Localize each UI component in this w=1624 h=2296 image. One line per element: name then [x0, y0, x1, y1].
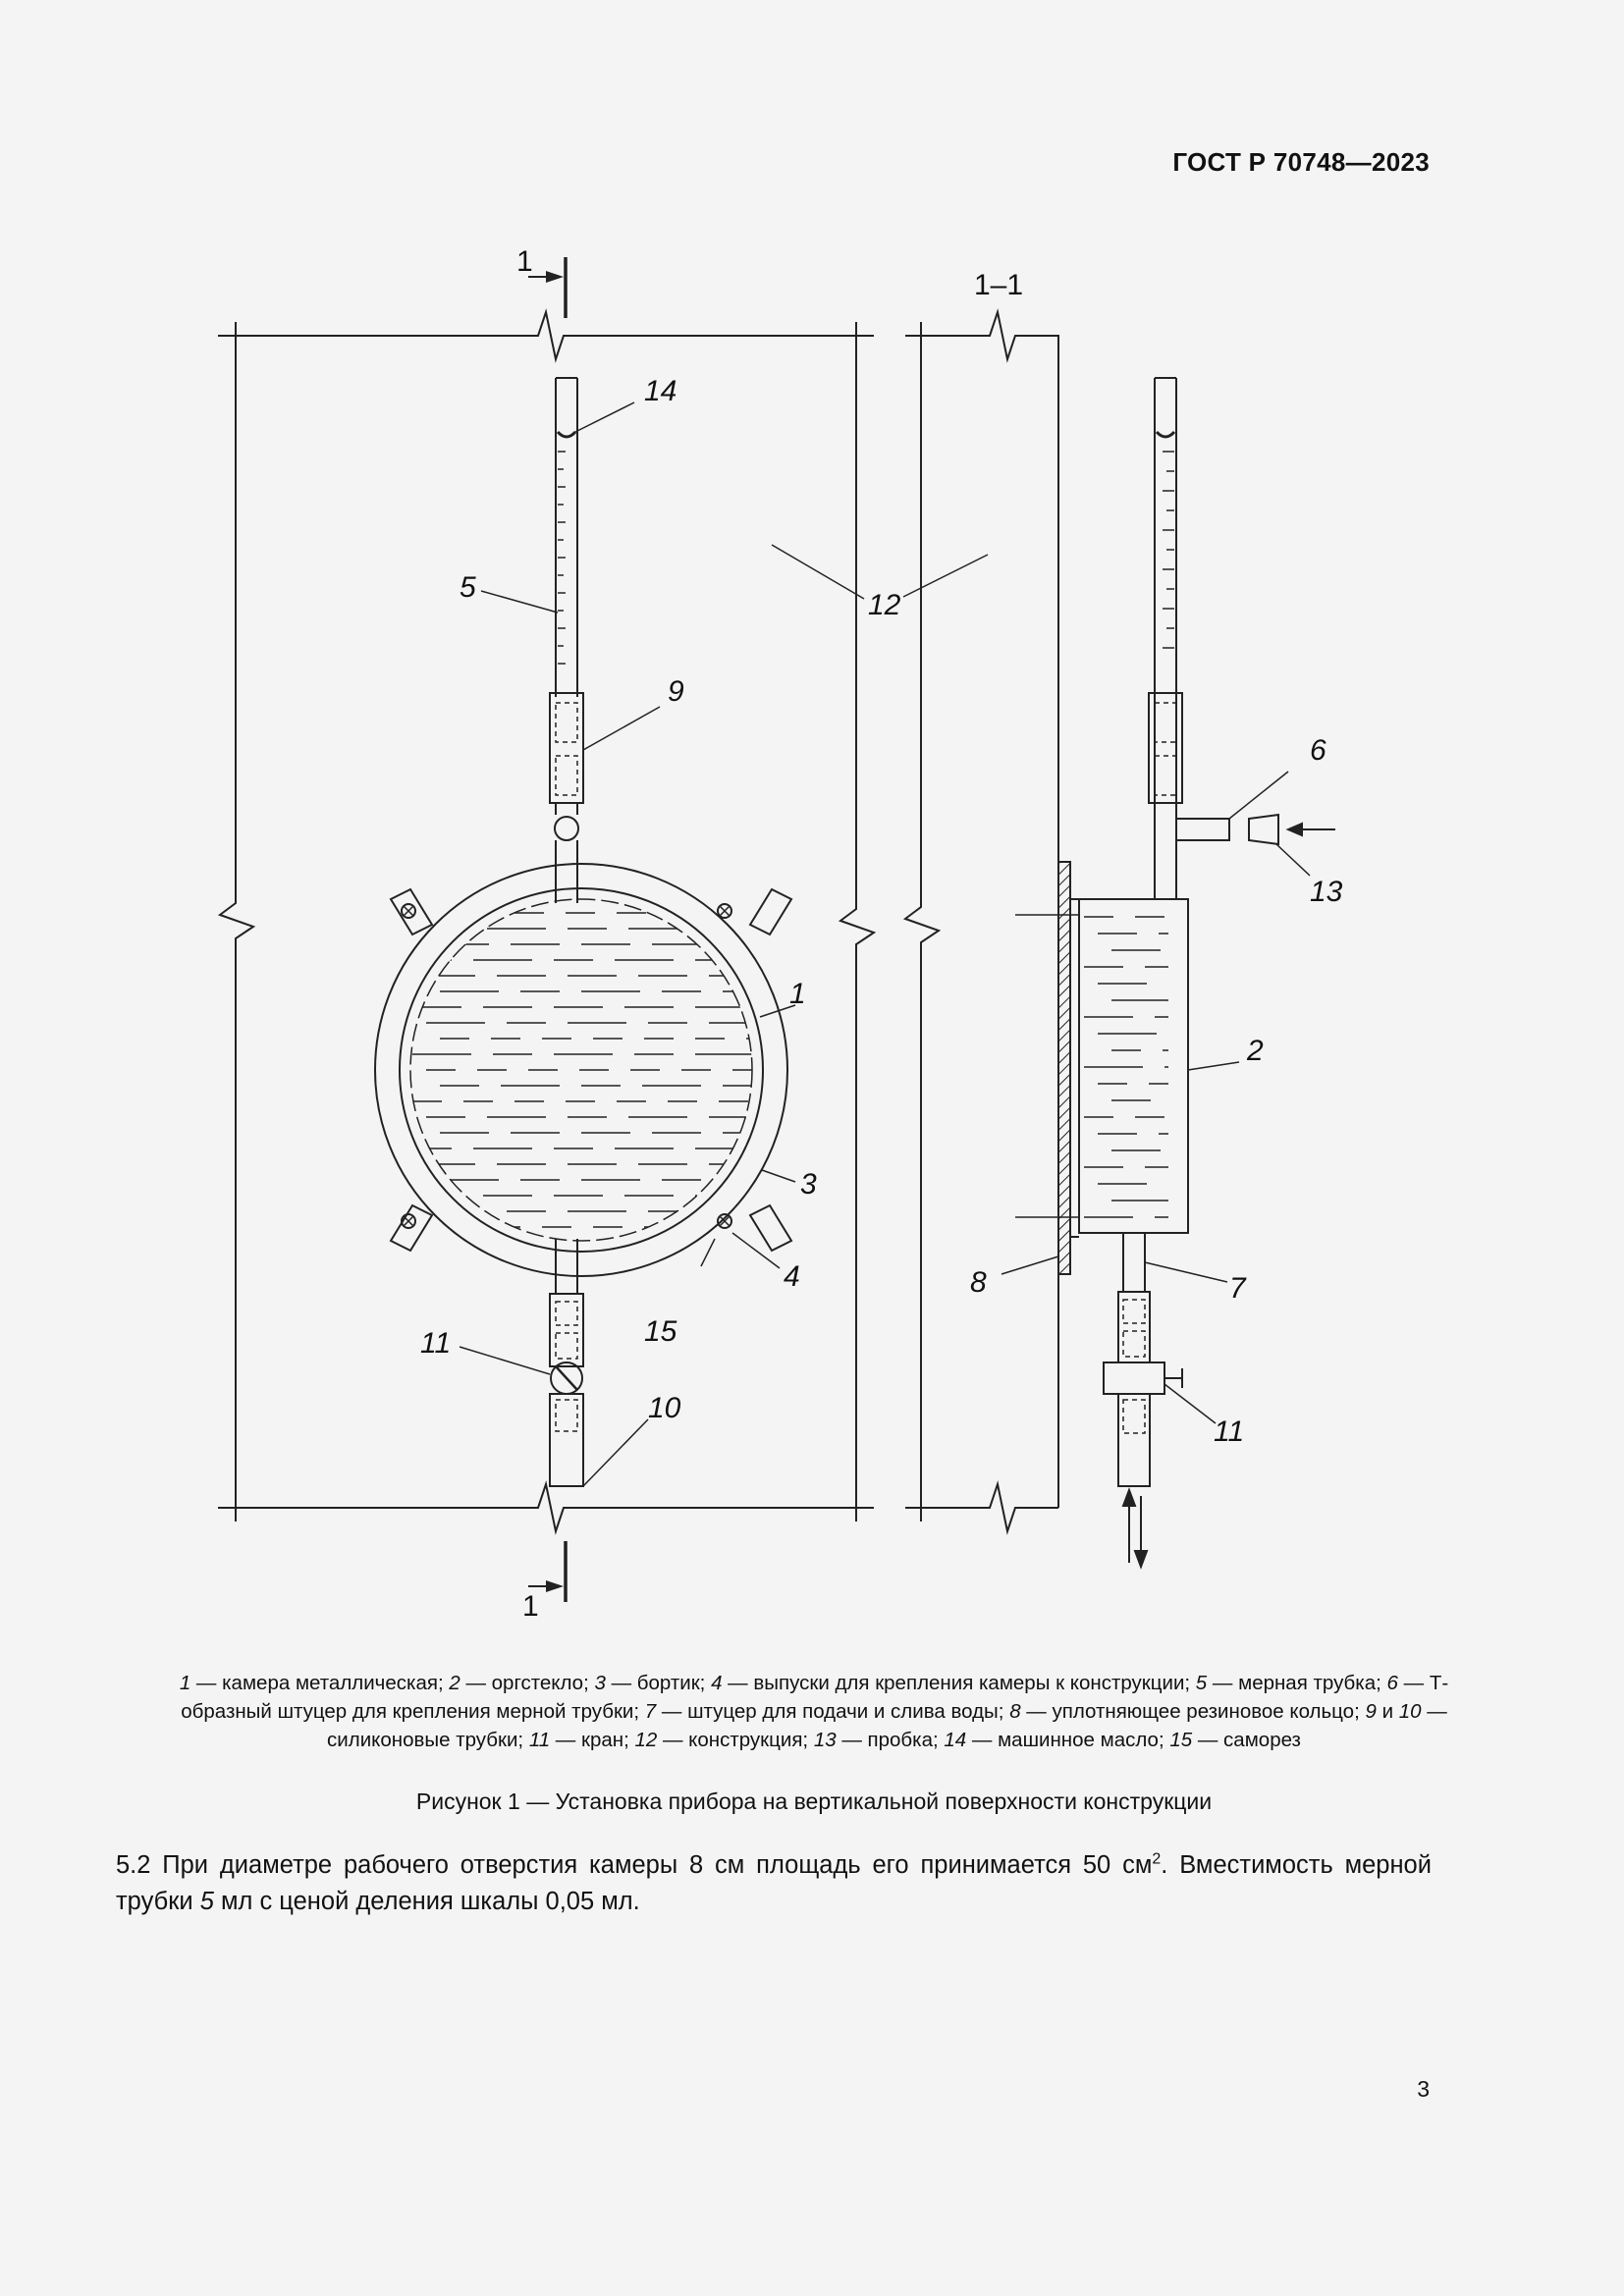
figure-legend: 1 — камера металлическая; 2 — оргстекло; 3 — бортик; 4 — выпуски для крепления камеры к конструкции; 5 — мерная трубка; 6 — Т-образный штуцер для крепления мерной трубки; 7 — штуцер для подачи и слива воды; 8 — уплотняющее резиновое кольцо; 9 и 10 — силиконовые трубки; 11 — кран; 12 — конструкция; 13 — пробка; 14 — машинное масло; 15 — саморез — [179, 1672, 1449, 1751]
break-line-top-right — [905, 312, 1058, 1508]
callout-1: 1 — [789, 978, 806, 1010]
document-id: ГОСТ Р 70748—2023 — [1172, 147, 1430, 177]
callout-10: 10 — [648, 1392, 681, 1424]
callout-5: 5 — [460, 571, 476, 604]
break-line-bottom-left — [218, 1484, 874, 1531]
callout-11-left: 11 — [420, 1327, 452, 1360]
break-line-left — [220, 322, 253, 1522]
callout-7: 7 — [1229, 1272, 1246, 1305]
callout-12: 12 — [868, 589, 901, 621]
callout-2: 2 — [1247, 1035, 1264, 1067]
callout-13: 13 — [1310, 876, 1343, 908]
break-line-right — [840, 322, 874, 1522]
section-view-label: 1–1 — [974, 269, 1024, 301]
paragraph-5-2: 5.2 При диаметре рабочего отверстия камеры 8 см площадь его принимается 50 $см^2$. Вместимость мерной трубки 5 мл с ценой деления шкалы 0,05 мл. — [116, 1850, 1432, 1915]
callout-4: 4 — [784, 1260, 800, 1293]
callout-8: 8 — [970, 1266, 987, 1299]
callout-11-right: 11 — [1214, 1415, 1245, 1448]
section-mark-bottom: 1 — [522, 1590, 539, 1623]
callout-3: 3 — [800, 1168, 817, 1201]
figure-title: Рисунок 1 — Установка прибора на вертикальной поверхности конструкции — [415, 1789, 1213, 1814]
callout-14: 14 — [644, 375, 677, 407]
page-number: 3 — [1417, 2076, 1430, 2102]
break-line-bottom-right — [905, 1484, 1058, 1531]
callout-6: 6 — [1310, 734, 1326, 767]
callout-9: 9 — [668, 675, 684, 708]
section-mark-top: 1 — [516, 245, 533, 278]
break-line-top-left — [218, 312, 874, 359]
callout-15: 15 — [644, 1315, 677, 1348]
